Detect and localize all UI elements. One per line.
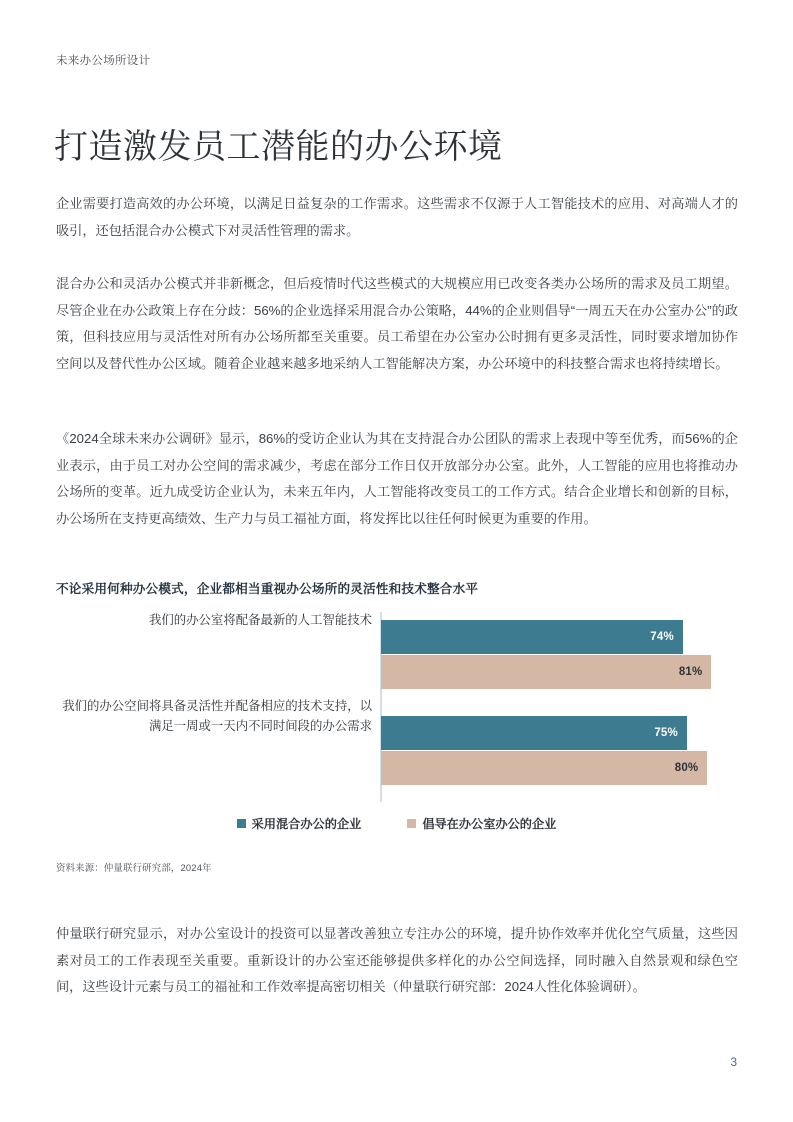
legend-swatch-icon <box>407 819 416 828</box>
body-paragraph-1: 企业需要打造高效的办公环境，以满足日益复杂的工作需求。这些需求不仅源于人工智能技术的应用、对高端人才的吸引，还包括混合办公模式下对灵活性管理的需求。 <box>56 196 738 238</box>
chart-bar-row <box>381 716 740 750</box>
chart-legend <box>0 815 793 832</box>
chart-bar-row <box>381 620 740 654</box>
body-paragraph-2: 混合办公和灵活办公模式并非新概念，但后疫情时代这些模式的大规模应用已改变各类办公场所的需求及员工期望。尽管企业在办公政策上存在分歧：56%的企业选择采用混合办公策略，44%的企业则倡导“一周五天在办公室办公”的政策，但科技应用与灵活性对所有办公场所都至关重要。员工希望在办公室办公时拥有更多灵活性，同时要求增加协作空间以及替代性办公区域。随着企业越来越多地采纳人工智能解决方案，办公环境中的科技整合需求也将持续增长。 <box>56 276 738 371</box>
legend-item-inoffice <box>407 815 556 832</box>
legend-label: 倡导在办公室办公的企业 <box>422 817 557 831</box>
chart-bar-value: 74% <box>650 631 674 643</box>
chart-title: 不论采用何种办公模式，企业都相当重视办公场所的灵活性和技术整合水平 <box>56 582 479 596</box>
page-title: 打造激发员工潜能的办公环境 <box>54 127 503 166</box>
chart-bar-set <box>381 716 740 786</box>
chart-bar-row <box>381 751 740 785</box>
body-paragraph-4: 仲量联行研究显示，对办公室设计的投资可以显著改善独立专注办公的环境，提升协作效率并优化空气质量，这些因素对员工的工作表现至关重要。重新设计的办公室还能够提供多样化的办公空间选择，同时融入自然景观和绿色空间，这些设计元素与员工的福祉和工作效率提高密切相关（仲量联行研究部：2024人性化体验调研）。 <box>56 926 738 995</box>
chart-bar-inoffice <box>381 751 707 785</box>
chart-category-label: 我们的办公空间将具备灵活性并配备相应的技术支持，以满足一周或一天内不同时间段的办公需求 <box>62 699 372 733</box>
chart-bar-value: 81% <box>678 666 703 678</box>
chart-category-label: 我们的办公室将配备最新的人工智能技术 <box>148 613 372 627</box>
body-paragraph-3: 《2024全球未来办公调研》显示，86%的受访企业认为其在支持混合办公团队的需求上表现中等至优秀，而56%的企业表示，由于员工对办公空间的需求减少，考虑在部分工作日仅开放部分办公室。此外，人工智能的应用也将推动办公场所的变革。近九成受访企业认为，未来五年内，人工智能将改变员工的工作方式。结合企业增长和创新的目标，办公场所在支持更高绩效、生产力与员工福祉方面，将发挥比以往任何时候更为重要的作用。 <box>56 431 738 526</box>
running-header: 未来办公场所设计 <box>56 55 151 67</box>
chart-bar-value: 75% <box>654 727 678 739</box>
chart-bar-hybrid <box>381 620 683 654</box>
legend-label: 采用混合办公的企业 <box>251 817 362 831</box>
chart-bar-inoffice <box>381 655 711 689</box>
chart-bar-hybrid <box>381 716 687 750</box>
page-number: 3 <box>730 1055 737 1069</box>
bar-chart <box>40 612 740 802</box>
chart-bar-value: 80% <box>674 762 699 774</box>
legend-item-hybrid <box>237 815 362 832</box>
legend-swatch-icon <box>237 819 246 828</box>
chart-source-note: 资料来源：仲量联行研究部，2024年 <box>56 862 212 873</box>
chart-bar-row <box>381 655 740 689</box>
chart-bar-set <box>381 620 740 690</box>
